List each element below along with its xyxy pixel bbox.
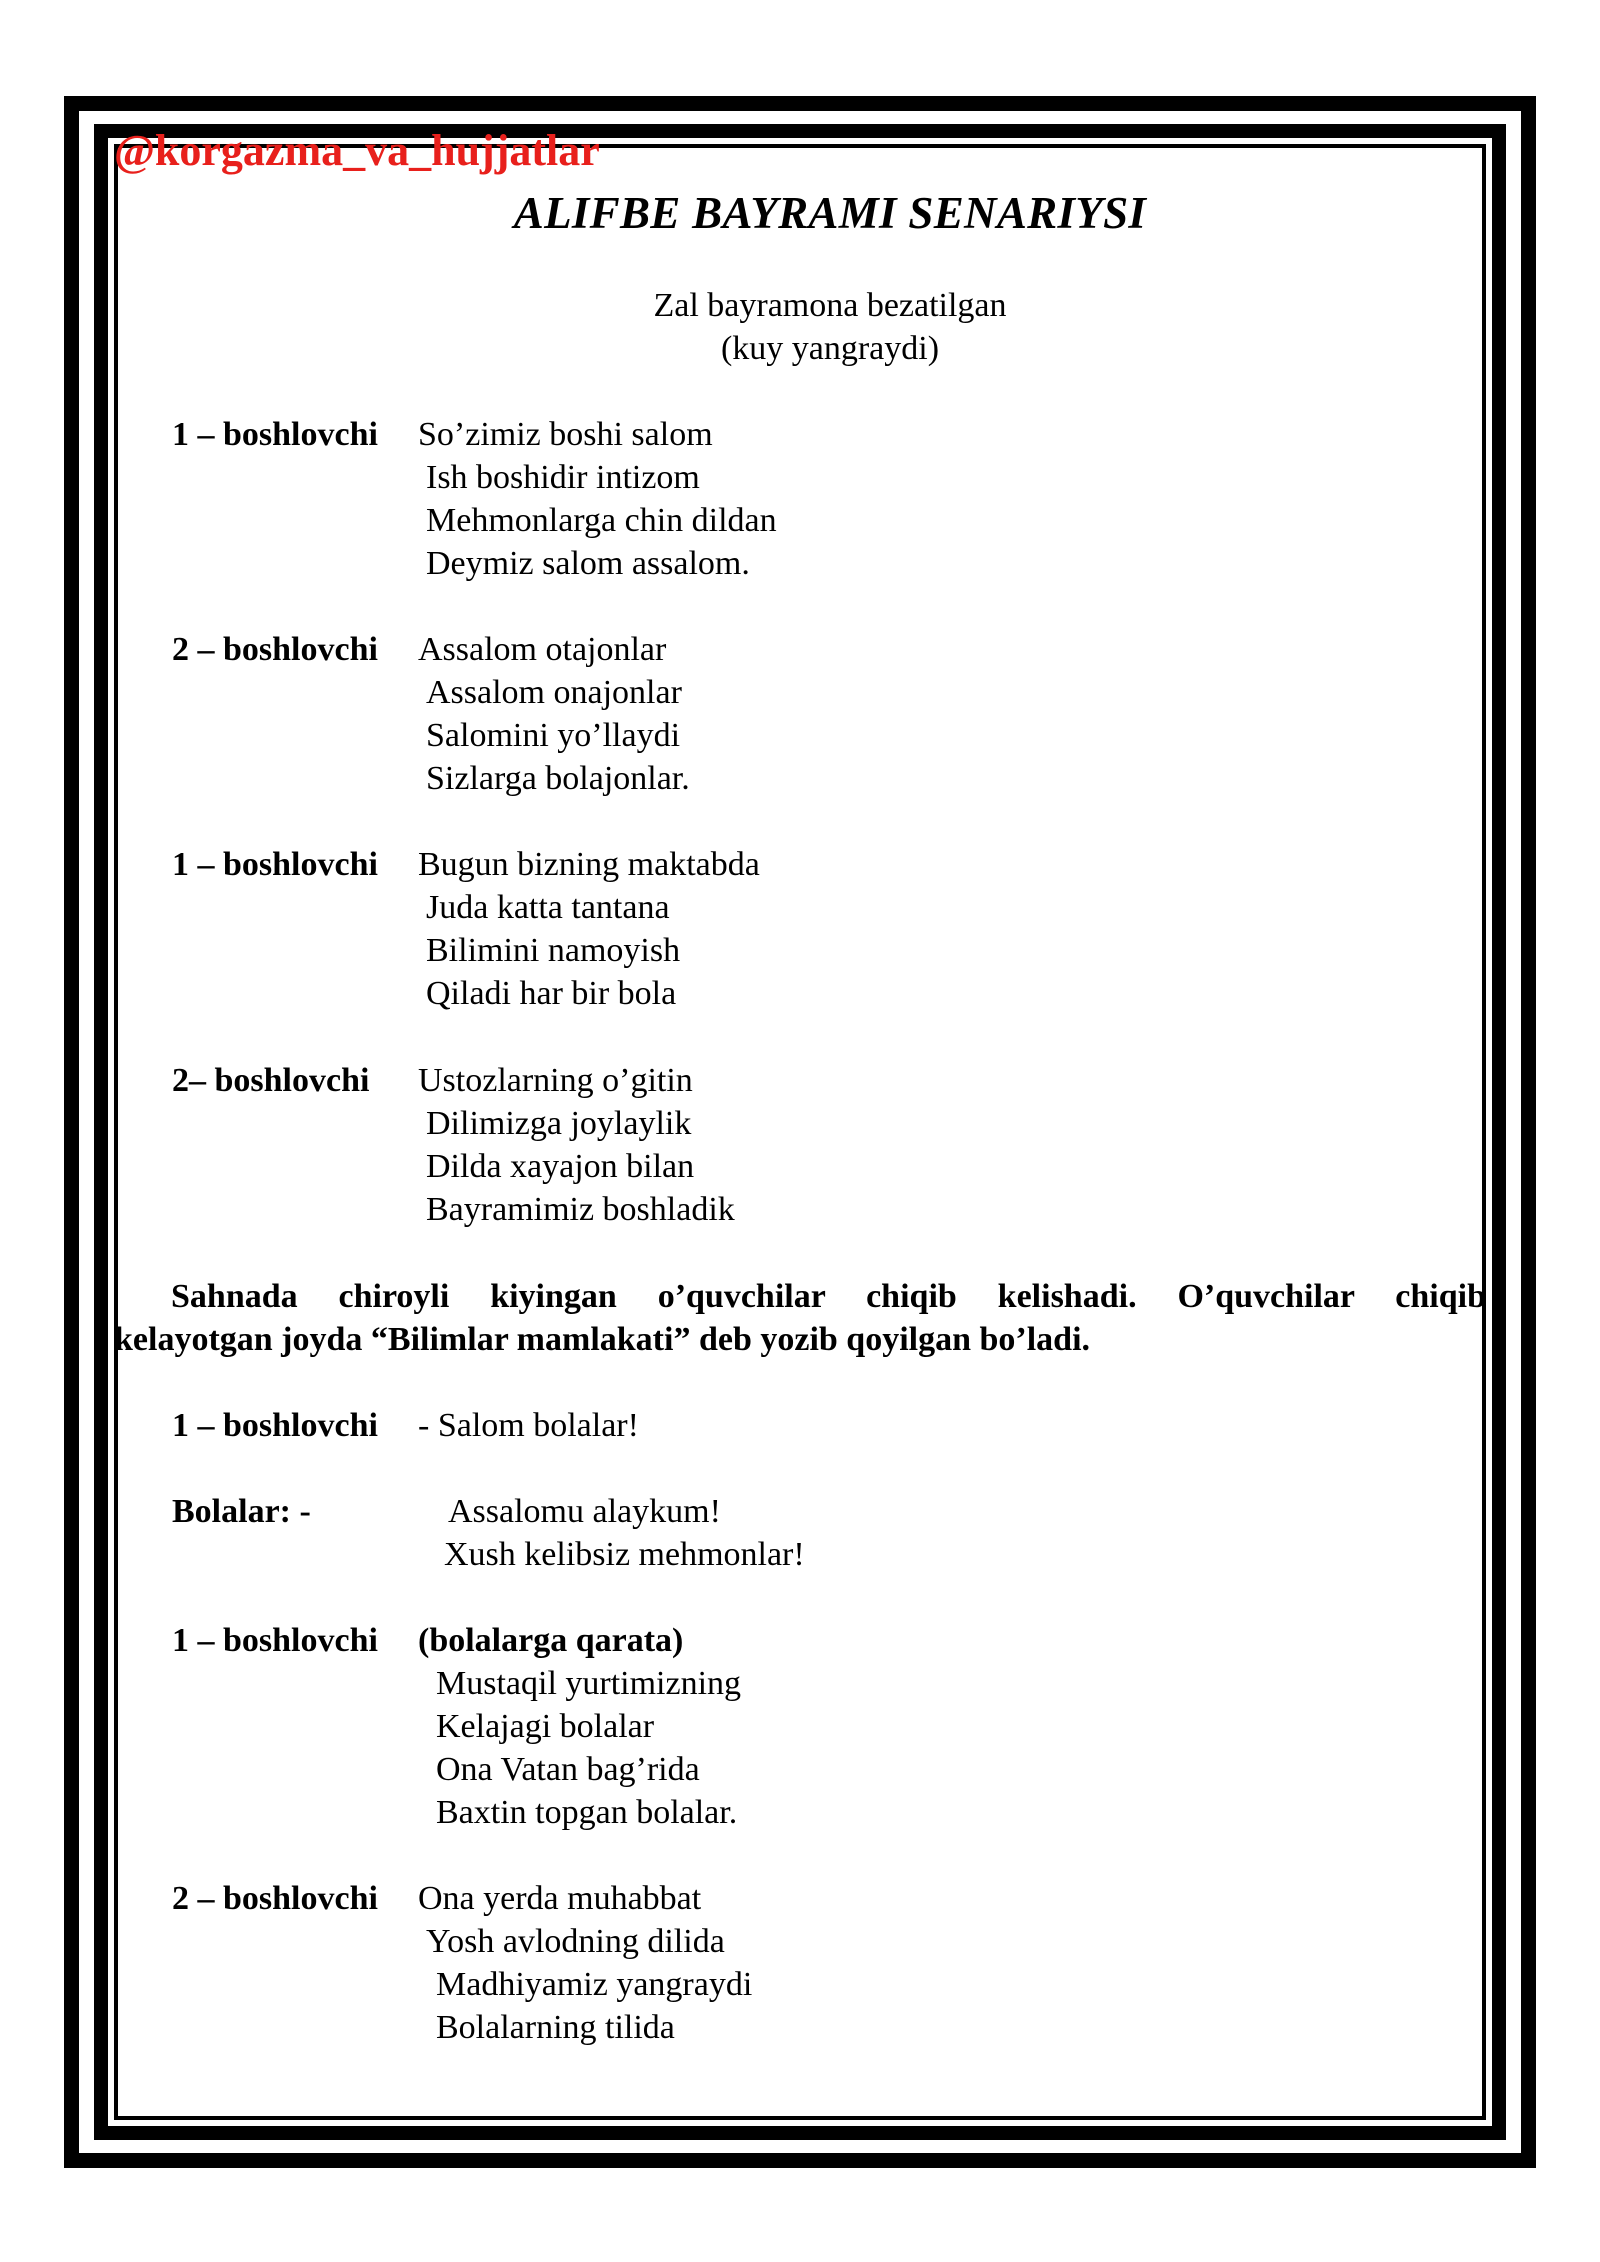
verse-line: Bilimini namoyish (426, 932, 681, 969)
intro-line-2: (kuy yangraydi) (720, 330, 940, 367)
verse-line: Kelajagi bolalar (436, 1708, 655, 1745)
verse-line: Baxtin topgan bolalar. (436, 1794, 738, 1831)
speaker-label: 2 – boshlovchi (172, 1880, 378, 1917)
verse-line: Bugun bizning maktabda (418, 846, 760, 883)
verse-line: Mehmonlarga chin dildan (426, 502, 777, 539)
verse-line: Yosh avlodning dilida (426, 1923, 725, 1960)
intro-stage-note (0, 284, 1600, 370)
verse-line: Juda katta tantana (426, 889, 670, 926)
verse-line: Bolalarning tilida (436, 2009, 675, 2046)
stage-direction-line-1: Sahnada chiroyli kiyingan o’quvchilar chiqib kelishadi. O’quvchilar chiqib (171, 1278, 1486, 1315)
verse-line: Dilda xayajon bilan (426, 1148, 695, 1185)
verse-line: Ustozlarning o’gitin (418, 1062, 693, 1099)
speaker-label: 2– boshlovchi (172, 1062, 370, 1099)
speaker-label: 2 – boshlovchi (172, 631, 378, 668)
verse-line: Mustaqil yurtimizning (436, 1665, 742, 1702)
stage-direction-paragraph (114, 1275, 1486, 1361)
children-line: Xush kelibsiz mehmonlar! (444, 1536, 805, 1573)
speaker-label: 1 – boshlovchi (172, 416, 378, 453)
speaker-label: 1 – boshlovchi (172, 1622, 378, 1659)
children-line: Assalomu alaykum! (448, 1493, 721, 1530)
verse-line: Assalom onajonlar (426, 674, 682, 711)
verse-line: Sizlarga bolajonlar. (426, 760, 690, 797)
verse-line: Dilimizga joylaylik (426, 1105, 692, 1142)
speaker-note: (bolalarga qarata) (418, 1622, 684, 1659)
verse-line: Ona Vatan bag’rida (436, 1751, 700, 1788)
verse-line: Ish boshidir intizom (426, 459, 700, 496)
greeting-line: - Salom bolalar! (418, 1407, 639, 1444)
verse-line: Madhiyamiz yangraydi (436, 1966, 753, 2003)
verse-line: Salomini yo’llaydi (426, 717, 681, 754)
channel-watermark: @korgazma_va_hujjatlar (114, 126, 600, 175)
verse-line: Ona yerda muhabbat (418, 1880, 702, 1917)
speaker-label: 1 – boshlovchi (172, 1407, 378, 1444)
verse-line: Bayramimiz boshladik (426, 1191, 735, 1228)
children-label: Bolalar: - (172, 1493, 311, 1530)
stage-direction-line-2: kelayotgan joyda “Bilimlar mamlakati” deb yozib qoyilgan bo’ladi. (114, 1321, 1091, 1358)
intro-line-1: Zal bayramona bezatilgan (653, 287, 1007, 324)
verse-line: Qiladi har bir bola (426, 975, 677, 1012)
verse-line: Assalom otajonlar (418, 631, 667, 668)
document-title: ALIFBE BAYRAMI SENARIYSI (513, 188, 1147, 238)
verse-line: So’zimiz boshi salom (418, 416, 713, 453)
speaker-label: 1 – boshlovchi (172, 846, 378, 883)
verse-line: Deymiz salom assalom. (426, 545, 750, 582)
